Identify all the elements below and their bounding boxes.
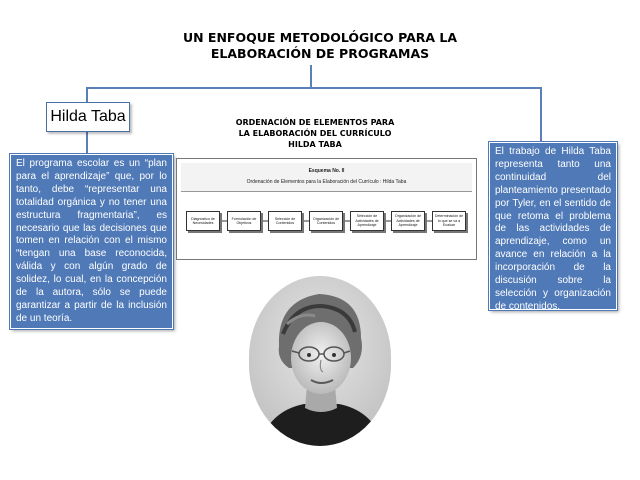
right-description-box <box>489 142 617 310</box>
scheme-step: Selección de Actividades de Aprendizaje <box>350 211 384 231</box>
main-title-line-1: UN ENFOQUE METODOLÓGICO PARA LA <box>182 30 458 45</box>
scheme-arrows <box>177 159 478 261</box>
scheme-step: Selección de Contenidos <box>268 211 302 231</box>
scheme-number: Esquema No. II <box>308 168 345 174</box>
scheme-step: Formulación de Objetivos <box>227 211 261 231</box>
scheme-subtitle <box>195 117 435 150</box>
main-title-line-2: ELABORACIÓN DE PROGRAMAS <box>210 46 430 61</box>
main-title <box>0 30 640 62</box>
scheme-step: Diagnóstico de Necesidades <box>186 211 220 231</box>
subtitle-line-3: HILDA TABA <box>288 140 342 149</box>
subtitle-line-2: LA ELABORACIÓN DEL CURRÍCULO <box>238 129 392 138</box>
author-label: Hilda Taba <box>50 108 126 125</box>
right-description-text: El trabajo de Hilda Taba representa tanto una continuidad del planteamiento presentado por Tyler, en el sentido de que retoma el problema de las actividades de aprendizaje, como un avance en relación a la incorporación de la discusión sobre la selección y organización de contenidos. <box>495 146 611 312</box>
subtitle-line-1: ORDENACIÓN DE ELEMENTOS PARA <box>235 118 395 127</box>
portrait-photo <box>249 276 391 446</box>
left-description-text: El programa escolar es un “plan para el aprendizaje” que, por lo tanto, debe “representar una totalidad orgánica y no tener una estructura fragmentaria”, es necesario que las decisiones que tomen en relación con el mismo “tengan una base reconocida, válida y con algún grado de solidez, lo cual, en la concepción de la autora, sólo se puede garantizar a partir de la inclusión de un teoría. <box>16 158 167 324</box>
author-label-box <box>46 102 130 132</box>
scheme-step: Determinación de lo que se va a Evaluar <box>432 211 466 231</box>
left-description-box <box>10 154 173 329</box>
scheme-caption: Ordenación de Elementos para la Elaboración del Currículo : Hilda Taba <box>246 179 407 185</box>
scheme-step: Organización de Contenidos <box>309 211 343 231</box>
curriculum-scheme-figure <box>176 158 477 260</box>
scheme-step: Organización de Actividades de Aprendizaje <box>391 211 425 231</box>
portrait-illustration <box>249 276 391 446</box>
